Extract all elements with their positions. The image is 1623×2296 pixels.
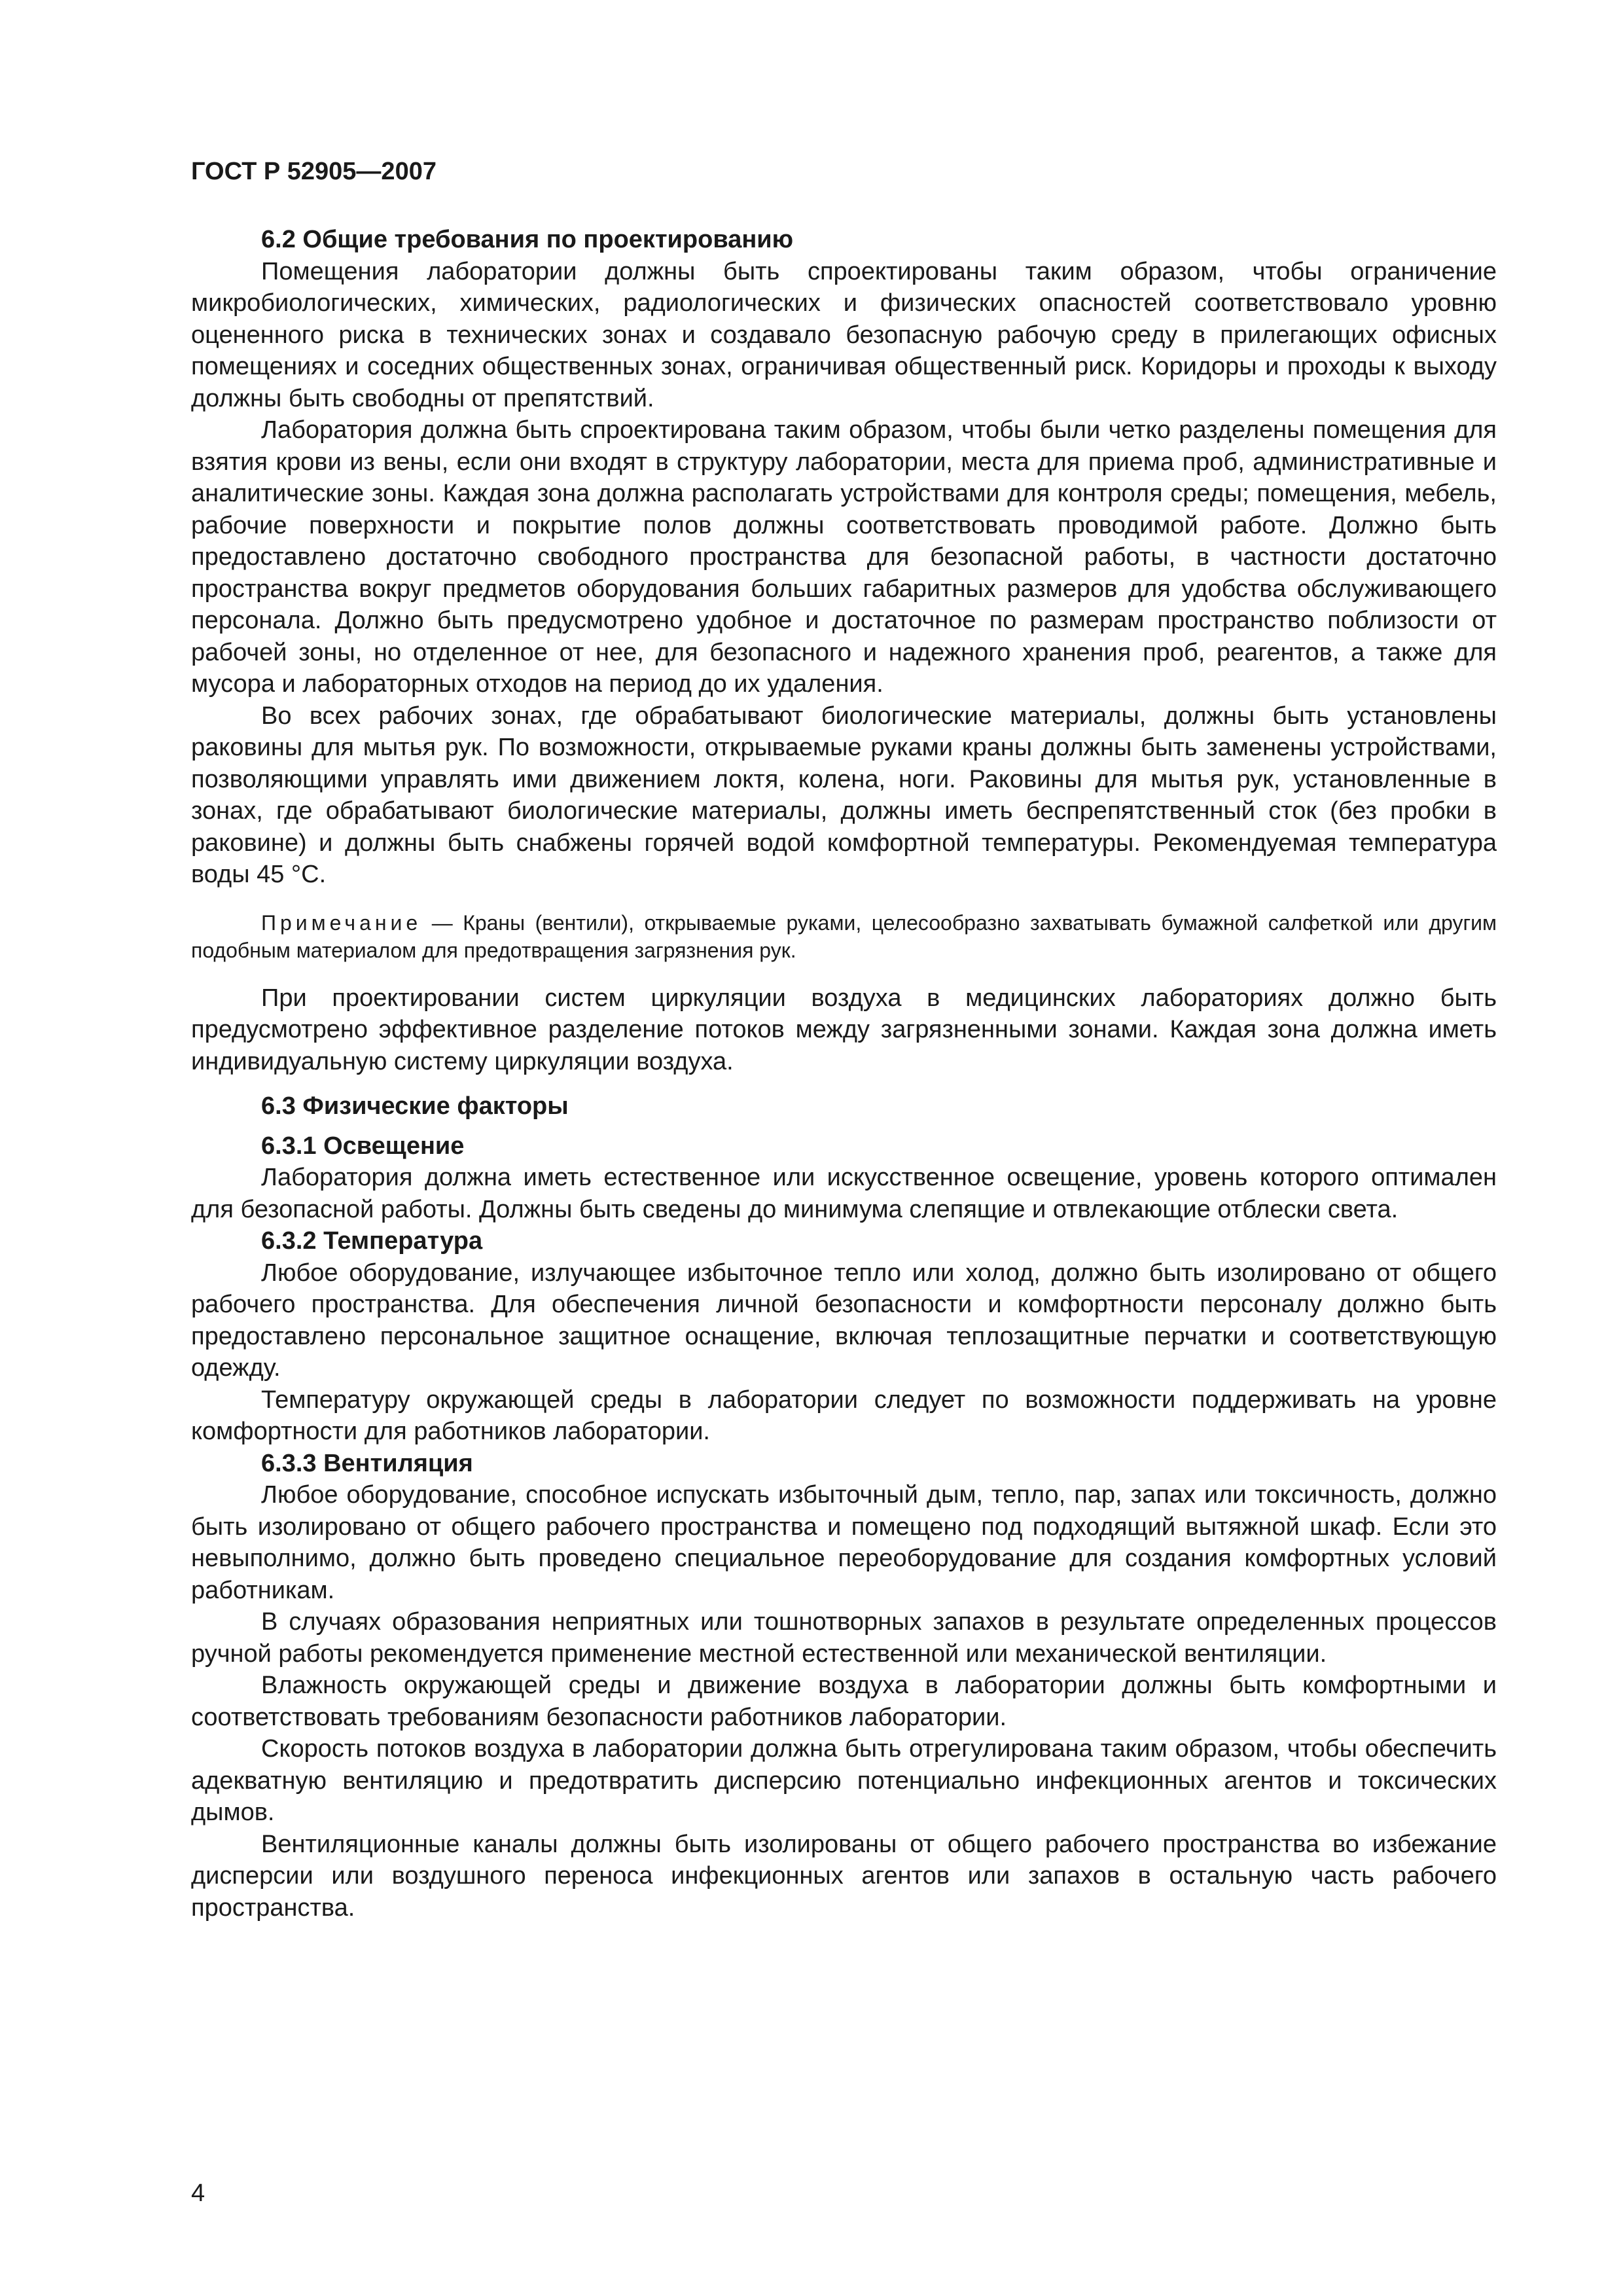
section-6-2-paragraph-after-note: При проектировании систем циркуляции воздуха в медицинских лабораториях должно быть предусмотрено эффективное разделение потоков между загрязненными зонами. Каждая зона должна иметь индивидуальную систему циркуляции воздуха. [191,984,1497,1075]
temperature-paragraph-2: Температуру окружающей среды в лаборатории следует по возможности поддерживать на уровне комфортности для работников лаборатории. [191,1386,1497,1445]
subsection-6-3-2-heading: 6.3.2 Температура [261,1227,483,1255]
section-6-3-heading: 6.3 Физические факторы [261,1092,569,1120]
ventilation-paragraph-4: Скорость потоков воздуха в лаборатории должна быть отрегулирована таким образом, чтобы обеспечить адекватную вентиляцию и предотвратить дисперсию потенциально инфекционных агентов и токсических дымов. [191,1735,1497,1826]
note-block [191,909,1497,964]
temperature-paragraph-1: Любое оборудование, излучающее избыточное тепло или холод, должно быть изолировано от общего рабочего пространства. Для обеспечения личной безопасности и комфортности персоналу должно быть предоставлено персональное защитное оснащение, включая теплозащитные перчатки и соответствующую одежду. [191,1259,1497,1382]
subsection-6-3-1-heading: 6.3.1 Освещение [261,1132,465,1160]
page-number: 4 [191,2179,205,2207]
document-page [191,156,1497,1924]
section-6-2-heading: 6.2 Общие требования по проектированию [261,226,794,253]
ventilation-paragraph-1: Любое оборудование, способное испускать избыточный дым, тепло, пар, запах или токсичность, должно быть изолировано от общего рабочего пространства и помещено под подходящий вытяжной шкаф. Если это невыполнимо, должно быть проведено специальное переоборудование для создания комфортных условий работникам. [191,1481,1497,1604]
subsection-6-3-3-heading: 6.3.3 Вентиляция [261,1449,473,1477]
ventilation-paragraph-5: Вентиляционные каналы должны быть изолированы от общего рабочего пространства во избежание дисперсии или воздушного переноса инфекционных агентов или запахов в остальную часть рабочего пространства. [191,1830,1497,1922]
document-code-header: ГОСТ Р 52905—2007 [191,158,437,185]
ventilation-paragraph-3: Влажность окружающей среды и движение воздуха в лаборатории должны быть комфортными и соответствовать требованиям безопасности работников лаборатории. [191,1672,1497,1731]
section-6-2-paragraph-2: Лаборатория должна быть спроектирована таким образом, чтобы были четко разделены помещения для взятия крови из вены, если они входят в структуру лаборатории, места для приема проб, административные и аналитические зоны. Каждая зона должна располагать устройствами для контроля среды; помещения, мебель, рабочие поверхности и покрытие полов должны соответствовать проводимой работе. Должно быть предоставлено достаточно свободного пространства для безопасной работы, в частности достаточно пространства вокруг предметов оборудования больших габаритных размеров для удобства обслуживающего персонала. Должно быть предусмотрено удобное и достаточное по размерам пространство поблизости от рабочей зоны, но отделенное от нее, для безопасного и надежного хранения проб, реагентов, а также для мусора и лабораторных отходов на период до их удаления. [191,416,1497,698]
section-6-2-paragraph-1: Помещения лаборатории должны быть спроектированы таким образом, чтобы ограничение микробиологических, химических, радиологических и физических опасностей соответствовало уровню оцененного риска в технических зонах и создавало безопасную рабочую среду в прилегающих офисных помещениях и соседних общественных зонах, ограничивая общественный риск. Коридоры и проходы к выходу должны быть свободны от препятствий. [191,257,1497,412]
note-text: — Краны (вентили), открываемые руками, целесообразно захватывать бумажной салфеткой или другим подобным материалом для предотвращения загрязнения рук. [191,910,1497,962]
section-6-2-paragraph-3: Во всех рабочих зонах, где обрабатывают биологические материалы, должны быть установлены раковины для мытья рук. По возможности, открываемые руками краны должны быть заменены устройствами, позволяющими управлять ими движением локтя, колена, ноги. Раковины для мытья рук, установленные в зонах, где обрабатывают биологические материалы, должны иметь беспрепятственный сток (без пробки в раковине) и должны быть снабжены горячей водой комфортной температуры. Рекомендуемая температура воды 45 °С. [191,702,1497,888]
note-label: Примечание [261,910,422,935]
lighting-paragraph-1: Лаборатория должна иметь естественное или искусственное освещение, уровень которого оптимален для безопасной работы. Должны быть сведены до минимума слепящие и отвлекающие отблески света. [191,1164,1497,1223]
ventilation-paragraph-2: В случаях образования неприятных или тошнотворных запахов в результате определенных процессов ручной работы рекомендуется применение местной естественной или механической вентиляции. [191,1608,1497,1668]
